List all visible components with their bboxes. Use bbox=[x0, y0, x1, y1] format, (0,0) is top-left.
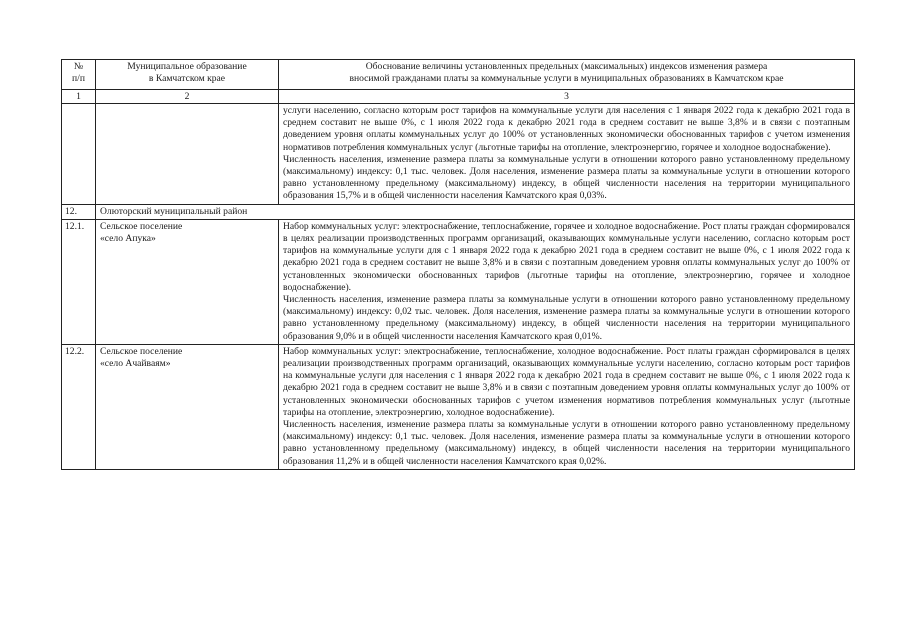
header-col-municipality bbox=[96, 60, 279, 90]
population-paragraph: Численность населения, изменение размера платы за коммунальные услуги в отношении которого равно установленному предельному (максимальному) индексу: 0,1 тыс. человек. Доля населения, изменение размера платы за коммунальные услуги в отношении которого равно установленному предельному (максимальному) индексу, в общей численности населения на территории муниципального образования 11,2% и в общей численности населения Камчатского края 0,02%. bbox=[283, 419, 850, 467]
header-col-justification-line2: вносимой гражданами платы за коммунальные услуги в муниципальных образованиях в Камчатском крае bbox=[349, 73, 784, 85]
row-municipality-cell bbox=[96, 219, 279, 344]
table-row-12-1 bbox=[62, 219, 855, 344]
population-paragraph: Численность населения, изменение размера платы за коммунальные услуги в отношении которого равно установленному предельному (максимальному) индексу: 0,1 тыс. человек. Доля населения, изменение размера платы за коммунальные услуги в отношении которого равно установленному предельному (максимальному) индексу, в общей численности населения на территории муниципального образования 15,7% и в общей численности населения Камчатского края 0,03%. bbox=[283, 153, 850, 202]
header-col-number-line2: п/п bbox=[72, 73, 85, 85]
row-municipality-cell bbox=[96, 344, 279, 469]
table-row-continuation bbox=[62, 104, 855, 205]
row-number-cell: 12. bbox=[62, 204, 96, 219]
row-number-cell: 12.2. bbox=[62, 344, 96, 469]
column-number-1: 1 bbox=[62, 90, 96, 104]
municipality-name-line1: Сельское поселение bbox=[100, 345, 183, 357]
column-number-2: 2 bbox=[96, 90, 279, 104]
column-number-row bbox=[62, 90, 855, 104]
municipality-name-line2: «село Ачайваям» bbox=[100, 358, 171, 370]
header-col-justification bbox=[279, 60, 855, 90]
row-justification-cell bbox=[279, 344, 855, 469]
municipality-name-line1: Сельское поселение bbox=[100, 220, 183, 232]
table-row-region-12 bbox=[62, 204, 855, 219]
population-paragraph: Численность населения, изменение размера платы за коммунальные услуги в отношении которого равно установленному предельному (максимальному) индексу: 0,02 тыс. человек. Доля населения, изменение размера платы за коммунальные услуги в отношении которого равно установленному предельному (максимальному) индексу, в общей численности населения на территории муниципального образования 9,0% и в общей численности населения Камчатского края 0,01%. bbox=[283, 294, 850, 342]
justification-paragraph: Набор коммунальных услуг: электроснабжение, теплоснабжение, холодное водоснабжение. Рост платы граждан сформировался в целях реализации производственных программ организаций, оказывающих коммунальные услуги населению, согласно которым рост тарифов на коммунальные услуги для населения с 1 января 2022 года к декабрю 2021 года в среднем составит не выше 0%, с 1 июля 2022 года к декабрю 2021 года в среднем составит не выше 3,8% и в связи с поэтапным доведением уровня оплаты коммунальных услуг до 100% от установленных экономически обоснованных тарифов с учетом изменения нормативов потребления коммунальных услуг (льготные тарифы на отопление, электроэнергию, холодное водоснабжение). bbox=[283, 345, 850, 418]
header-col-municipality-line2: в Камчатском крае bbox=[148, 73, 226, 85]
row-justification-cell bbox=[279, 219, 855, 344]
justification-paragraph: Набор коммунальных услуг: электроснабжение, теплоснабжение, горячее и холодное водоснабжение. Рост платы граждан сформировался в целях реализации производственных программ организаций, оказывающих коммунальные услуги населению, согласно которым рост тарифов на коммунальные услуги для с 1 января 2022 года к декабрю 2021 года в среднем составит не выше 0%, с 1 июля 2022 года к декабрю 2021 года в среднем составит не выше 3,8% и в связи с поэтапным доведением уровня оплаты коммунальных услуг до 100% от установленных экономически обоснованных тарифов (льготные тарифы на отопление, электроэнергию, горячее и холодное водоснабжение). bbox=[283, 220, 850, 293]
row-justification-cell bbox=[279, 104, 855, 205]
header-col-justification-line1: Обоснование величины установленных предельных (максимальных) индексов изменения размера bbox=[365, 61, 768, 72]
table-row-12-2 bbox=[62, 344, 855, 469]
header-col-municipality-line1: Муниципальное образование bbox=[127, 61, 247, 72]
row-number-cell: 12.1. bbox=[62, 219, 96, 344]
row-municipality-cell bbox=[96, 104, 279, 205]
header-col-number-line1: № bbox=[73, 61, 84, 72]
region-name-cell: Олюторский муниципальный район bbox=[96, 204, 855, 219]
column-number-3: 3 bbox=[279, 90, 855, 104]
tariff-justification-table bbox=[61, 59, 855, 470]
municipality-name-line2: «село Апука» bbox=[100, 233, 156, 245]
row-number-cell bbox=[62, 104, 96, 205]
table-header-row bbox=[62, 60, 855, 90]
header-col-number bbox=[62, 60, 96, 90]
justification-paragraph: услуги населению, согласно которым рост тарифов на коммунальные услуги для населения с 1 января 2022 года к декабрю 2021 года в среднем составит не выше 0%, с 1 июля 2022 года к декабрю 2021 года в среднем составит не выше 3,8% и в связи с поэтапным доведением уровня оплаты коммунальных услуг до 100% от установленных экономически обоснованных тарифов с учетом изменения нормативов потребления коммунальных услуг (льготные тарифы на отопление, электроэнергию, горячее и холодное водоснабжение). bbox=[283, 105, 850, 153]
